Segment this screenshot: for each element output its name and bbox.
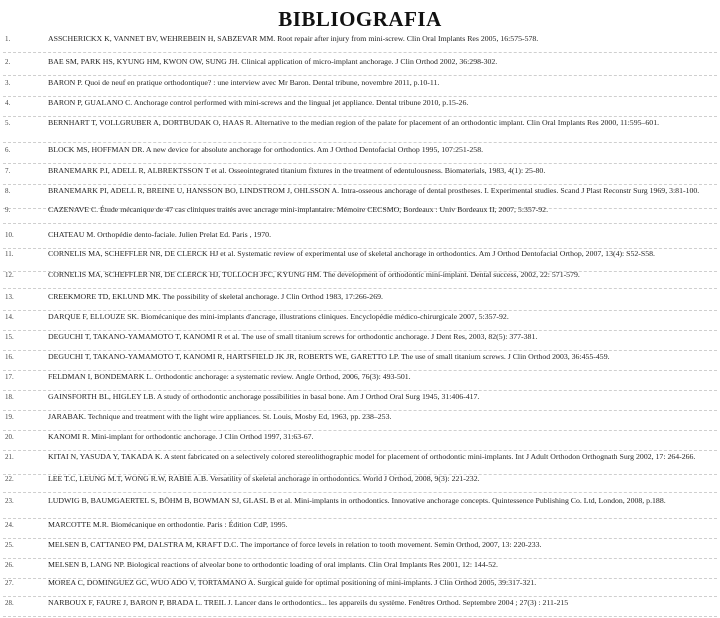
entry-divider (3, 52, 717, 53)
entry-number: 24. (5, 521, 14, 529)
entry-text: JARABAK. Technique and treatment with the light wire appliances. St. Louis, Mosby Ed, 1963, pp. 238–253. (48, 412, 392, 421)
entry-number: 19. (5, 413, 14, 421)
entry-divider (3, 518, 717, 519)
bibliography-entry (0, 118, 720, 144)
entry-number: 17. (5, 373, 14, 381)
bibliography-entry (0, 78, 720, 98)
entry-number: 28. (5, 599, 14, 607)
bibliography-entry (0, 474, 720, 494)
bibliography-entry (0, 145, 720, 165)
entry-text: KANOMI R. Mini-implant for orthodontic anchorage. J Clin Orthod 1997, 31:63-67. (48, 432, 314, 441)
entry-text: BARON P, GUALANO C. Anchorage control performed with mini-screws and the lingual jet appliance. Dental tribune 2010, p.15-26. (48, 98, 469, 107)
bibliography-entry (0, 452, 720, 476)
entry-divider (3, 96, 717, 97)
bibliography-entry (0, 230, 720, 250)
bibliography-entry (0, 98, 720, 118)
entry-text: DARQUE F, ELLOUZE SK. Biomécanique des mini-implants d'ancrage, illustrations cliniques. Encyclopédie médico-chirurgicale 2007, 5:357-92. (48, 312, 509, 321)
entry-divider (3, 558, 717, 559)
entry-text: BRANEMARK P.I, ADELL R, ALBREKTSSON T et al. Osseointegrated titanium fixtures in the treatment of edentulousness. Biomaterials, 1983, 4(1): 25-80. (48, 166, 546, 175)
entry-number: 1. (5, 35, 11, 43)
entry-divider (3, 596, 717, 597)
entry-number: 12. (5, 271, 14, 279)
bibliography-entry (0, 540, 720, 560)
bibliography-entry (0, 292, 720, 312)
entry-divider (3, 410, 717, 411)
entry-number: 15. (5, 333, 14, 341)
entry-text: CREEKMORE TD, EKLUND MK. The possibility of skeletal anchorage. J Clin Orthod 1983, 17:266-269. (48, 292, 383, 301)
bibliography-entry (0, 332, 720, 352)
entry-text: ASSCHERICKX K, VANNET BV, WEHREBEIN H, SABZEVAR MM. Root repair after injury from mini-screw. Clin Oral Implants Res 2005, 16:575-578. (48, 34, 539, 43)
entry-divider (3, 310, 717, 311)
entry-number: 8. (5, 187, 11, 195)
entry-number: 2. (5, 58, 11, 66)
entry-divider (3, 450, 717, 451)
bibliography-entry (0, 205, 720, 225)
bibliography-entry (0, 412, 720, 432)
entry-divider (3, 75, 717, 76)
entry-text: CAZENAVE C. Étude mécanique de 47 cas cliniques traités avec ancrage mini-implantaire. Mémoire CECSMO, Bordeaux : Univ Bordeaux II, 2007, 5:357-92. (48, 205, 549, 214)
bibliography-entry (0, 372, 720, 392)
bibliography-entry (0, 432, 720, 452)
entry-number: 9. (5, 206, 11, 214)
page-title: BIBLIOGRAFIA (278, 7, 442, 31)
entry-text: BLOCK MS, HOFFMAN DR. A new device for absolute anchorage for orthodontics. Am J Orthod Dentofacial Orthop 1995, 107:251-258. (48, 145, 484, 154)
entry-divider (3, 330, 717, 331)
entry-number: 20. (5, 433, 14, 441)
entry-text: CORNELIS MA, SCHEFFLER NR, DE CLERCK HJ et al. Systematic review of experimental use of skeletal anchorage in orthodontics. Am J Orthod Dentofacial Orthop, 2007, 13(4): S52-S58. (48, 249, 655, 258)
entry-text: BARON P. Quoi de neuf en pratique orthodontique? : une interview avec Mr Baron. Dental tribune, novembre 2011, p.10-11. (48, 78, 440, 87)
entry-number: 7. (5, 167, 11, 175)
bibliography-entry (0, 270, 720, 290)
entry-divider (3, 163, 717, 164)
entry-divider (3, 390, 717, 391)
entry-text: KITAI N, YASUDA Y, TAKADA K. A stent fabricated on a selectively colored stereolithographic model for placement of orthodontic mini-implants. Int J Adult Orthodon Orthognath Surg 2002, 17: 264-266. (48, 452, 696, 461)
entry-divider (3, 370, 717, 371)
entry-text: FELDMAN I, BONDEMARK L. Orthodontic anchorage: a systematic review. Angle Orthod, 2006, 76(3): 493-501. (48, 372, 411, 381)
entry-number: 18. (5, 393, 14, 401)
entry-divider (3, 538, 717, 539)
entry-divider (3, 430, 717, 431)
entry-divider (3, 142, 717, 143)
entry-number: 21. (5, 453, 14, 461)
entry-text: MELSEN B, CATTANEO PM, DALSTRA M, KRAFT D.C. The importance of force levels in relation to tooth movement. Semin Orthod, 2007, 13: 220-233. (48, 540, 542, 549)
entry-text: BRANEMARK PI, ADELL R, BREINE U, HANSSON BO, LINDSTROM J, OHLSSON A. Intra-osseous anchorage of dental prostheses. I. Experimental studies. Scand J Plast Reconstr Surg 1969, 3:81-100. (48, 186, 700, 195)
entry-text: CHATEAU M. Orthopédie dento-faciale. Julien Prelat Ed. Paris , 1970. (48, 230, 272, 239)
entry-text: LEE T.C, LEUNG M.T, WONG R.W, RABIE A.B. Versatility of skeletal anchorage in orthodontics. World J Orthod, 2008, 9(3): 221-232. (48, 474, 480, 483)
entry-text: DEGUCHI T, TAKANO-YAMAMOTO T, KANOMI R, HARTSFIELD JK JR, ROBERTS WE, GARETTO LP. The use of small titanium screws. J Clin Orthod 2003, 36:455-459. (48, 352, 610, 361)
bibliography-entry (0, 496, 720, 520)
entry-text: BAE SM, PARK HS, KYUNG HM, KWON OW, SUNG JH. Clinical application of micro-implant anchorage. J Clin Orthod 2002, 36:298-302. (48, 57, 498, 66)
entry-divider (3, 116, 717, 117)
entry-text: DEGUCHI T, TAKANO-YAMAMOTO T, KANOMI R et al. The use of small titanium screws for orthodontic anchorage. J Dent Res, 2003, 82(5): 377-381. (48, 332, 538, 341)
entry-text: CORNELIS MA, SCHEFFLER NR, DE CLERCK HJ, TULLOCH JFC, KYUNG HM. The development of orthodontic mini-implant. Dental success, 2002, 22: 571-579. (48, 270, 580, 279)
entry-number: 10. (5, 231, 14, 239)
bibliography-entry (0, 560, 720, 580)
entry-divider (3, 492, 717, 493)
entry-divider (3, 616, 717, 617)
entry-number: 11. (5, 250, 14, 258)
entry-text: MELSEN B, LANG NP. Biological reactions of alveolar bone to orthodontic loading of oral implants. Clin Oral Implants Res 2001, 12: 144-52. (48, 560, 498, 569)
entry-divider (3, 184, 717, 185)
entry-number: 4. (5, 99, 11, 107)
bibliography-entry (0, 166, 720, 186)
bibliography-entry (0, 57, 720, 77)
entry-number: 5. (5, 119, 11, 127)
entry-number: 14. (5, 313, 14, 321)
bibliography-entry (0, 520, 720, 540)
entry-number: 25. (5, 541, 14, 549)
entry-divider (3, 288, 717, 289)
entry-number: 22. (5, 475, 14, 483)
entry-number: 23. (5, 497, 14, 505)
entry-number: 6. (5, 146, 11, 154)
entry-number: 16. (5, 353, 14, 361)
entry-text: MARCOTTE M.R. Biomécanique en orthodontie. Paris : Édition CdP, 1995. (48, 520, 288, 529)
entry-number: 3. (5, 79, 11, 87)
entry-number: 26. (5, 561, 14, 569)
entry-divider (3, 350, 717, 351)
bibliography-entry (0, 352, 720, 372)
bibliography-entry (0, 312, 720, 332)
entry-divider (3, 223, 717, 224)
entry-text: MOREA C, DOMINGUEZ GC, WUO ADO V, TORTAMANO A. Surgical guide for optimal positioning of mini-implants. J Clin Orthod 2005, 39:317-321. (48, 578, 537, 587)
bibliography-entry (0, 578, 720, 598)
entry-text: GAINSFORTH BL, HIGLEY LB. A study of orthodontic anchorage possibilities in basal bone. Am J Orthod Oral Surg 1945, 31:406-417. (48, 392, 480, 401)
entry-text: BERNHART T, VOLLGRUBER A, DORTBUDAK O, HAAS R. Alternative to the median region of the palate for placement of an orthodontic implant. Clin Oral Implants Res 2000, 11:595–601. (48, 118, 660, 127)
entry-number: 13. (5, 293, 14, 301)
bibliography-entry (0, 34, 720, 54)
bibliography-entry (0, 598, 720, 618)
entry-text: NARBOUX F, FAURE J, BARON P, BRADA L. TREIL J. Lancer dans le orthodontics... les appareils du système. Fenêtres Orthod. Septembre 2004 ; 27(3) : 211-215 (48, 598, 569, 607)
entry-text: LUDWIG B, BAUMGAERTEL S, BÖHM B, BOWMAN SJ, GLASL B et al. Mini-implants in orthodontics. Innovative anchorage concepts. Quintessence Publishing Co. Ltd, London, 2008, p.188. (48, 496, 666, 505)
entry-number: 27. (5, 579, 14, 587)
bibliography-entry (0, 392, 720, 412)
